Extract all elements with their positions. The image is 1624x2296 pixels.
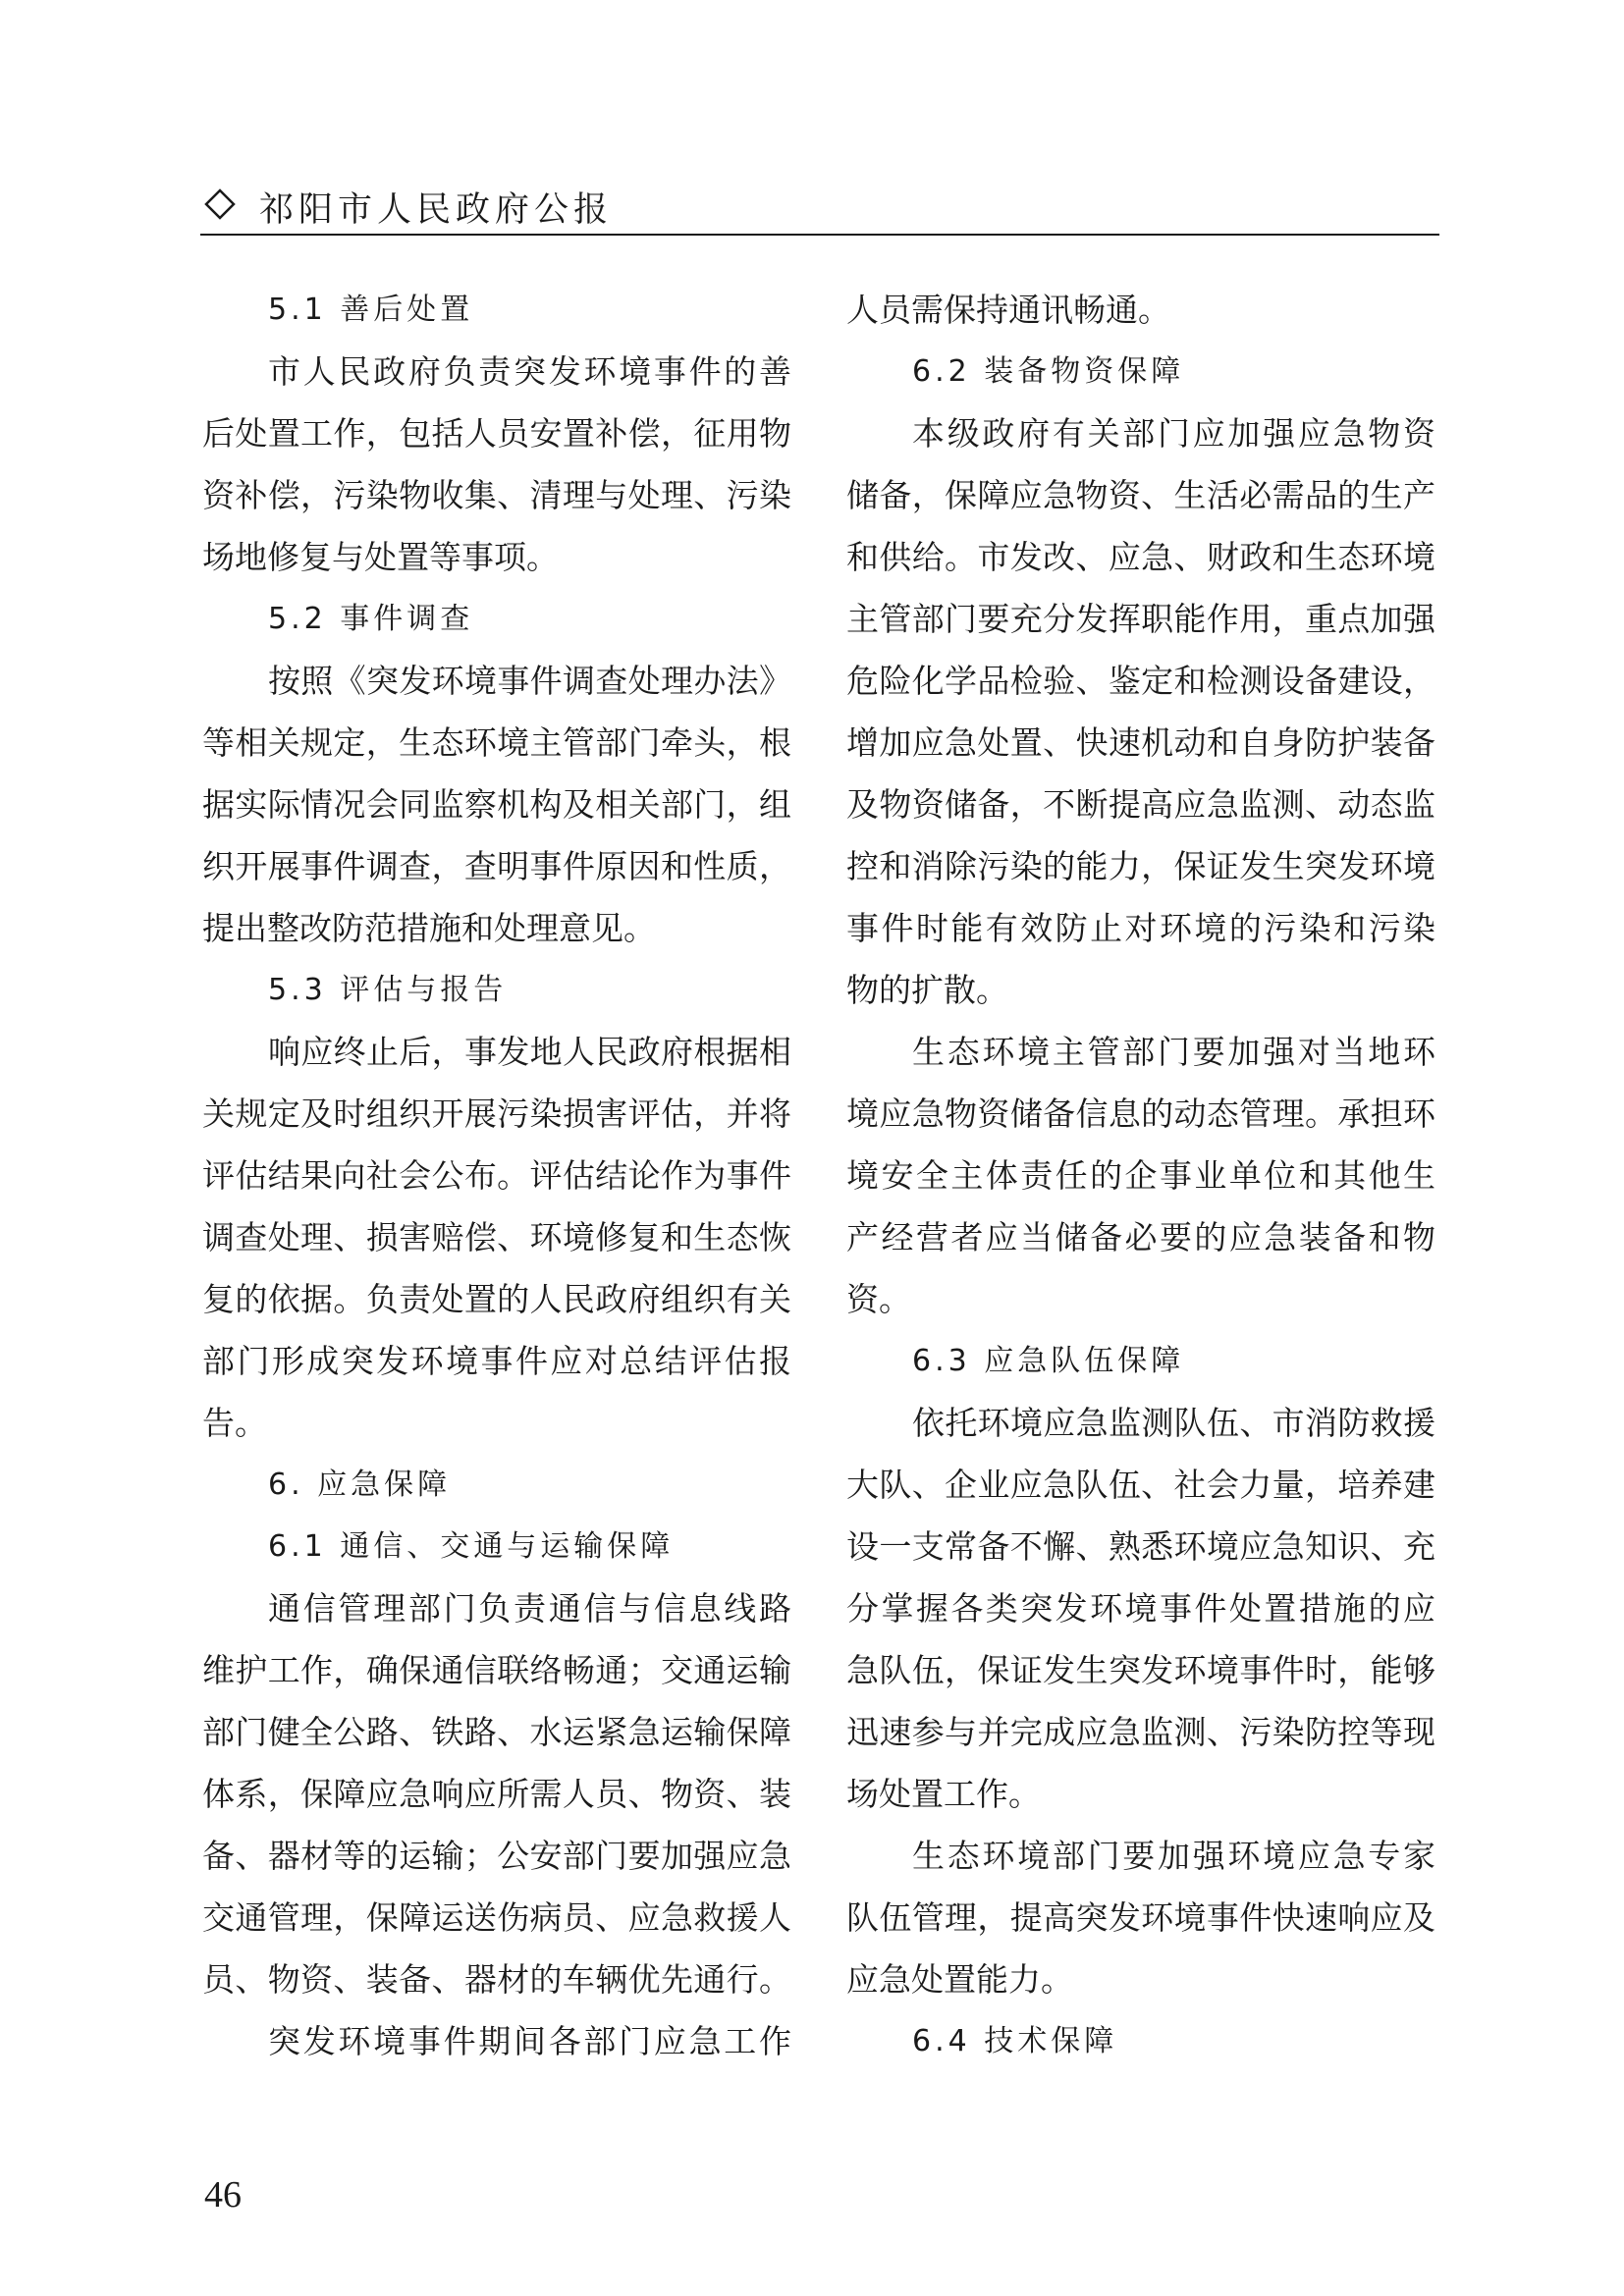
text-line: 交通管理，保障运送伤病员、应急救援人: [202, 1898, 791, 1937]
text-line: 部门健全公路、铁路、水运紧急运输保障: [202, 1713, 791, 1751]
section-heading-6-4: 6.4 技术保障: [912, 2024, 1118, 2058]
section-heading-5-3: 5.3 评估与报告: [268, 973, 508, 1007]
text-line: 依托环境应急监测队伍、市消防救援: [912, 1404, 1435, 1442]
publication-title: 祁阳市人民政府公报: [259, 190, 614, 230]
text-line: 资补偿，污染物收集、清理与处理、污染: [202, 476, 791, 514]
text-line: 急队伍，保证发生突发环境事件时，能够: [846, 1651, 1435, 1689]
text-line: 境安全主体责任的企事业单位和其他生: [846, 1156, 1435, 1195]
text-line: 生态环境主管部门要加强对当地环: [912, 1033, 1435, 1071]
text-line: 据实际情况会同监察机构及相关部门，组: [202, 785, 791, 824]
text-line: 控和消除污染的能力，保证发生突发环境: [846, 847, 1435, 885]
diamond-outline-icon: [204, 188, 236, 220]
text-line: 调查处理、损害赔偿、环境修复和生态恢: [202, 1218, 791, 1256]
section-heading-5-2: 5.2 事件调查: [268, 602, 474, 636]
section-heading-6-2: 6.2 装备物资保障: [912, 354, 1185, 389]
text-line: 复的依据。负责处置的人民政府组织有关: [202, 1280, 791, 1318]
page-number: 46: [204, 2174, 242, 2216]
text-line: 大队、企业应急队伍、社会力量，培养建: [846, 1466, 1435, 1504]
text-line: 通信管理部门负责通信与信息线路: [268, 1589, 791, 1628]
text-line: 主管部门要充分发挥职能作用，重点加强: [846, 600, 1435, 638]
text-line: 体系，保障应急响应所需人员、物资、装: [202, 1775, 791, 1813]
text-line: 织开展事件调查，查明事件原因和性质，: [202, 847, 791, 885]
text-line: 资。: [846, 1280, 911, 1318]
text-line: 备、器材等的运输；公安部门要加强应急: [202, 1837, 791, 1875]
section-heading-5-1: 5.1 善后处置: [268, 293, 474, 327]
right-column: [846, 279, 1435, 2072]
running-header: [200, 175, 1439, 236]
text-line: 储备，保障应急物资、生活必需品的生产: [846, 476, 1435, 514]
text-line: 增加应急处置、快速机动和自身防护装备: [846, 723, 1435, 762]
text-line: 市人民政府负责突发环境事件的善: [268, 352, 791, 391]
text-line: 生态环境部门要加强环境应急专家: [912, 1837, 1435, 1875]
text-line: 迅速参与并完成应急监测、污染防控等现: [846, 1713, 1435, 1751]
text-line: 危险化学品检验、鉴定和检测设备建设，: [846, 662, 1435, 700]
text-line: 员、物资、装备、器材的车辆优先通行。: [202, 1960, 791, 1999]
section-heading-6-3: 6.3 应急队伍保障: [912, 1344, 1185, 1378]
text-line: 评估结果向社会公布。评估结论作为事件: [202, 1156, 791, 1195]
text-line: 告。: [202, 1404, 267, 1442]
text-line: 物的扩散。: [846, 971, 1008, 1009]
text-line: 等相关规定，生态环境主管部门牵头，根: [202, 723, 791, 762]
text-line: 突发环境事件期间各部门应急工作: [268, 2022, 791, 2060]
text-line: 部门形成突发环境事件应对总结评估报: [202, 1342, 791, 1380]
text-line: 提出整改防范措施和处理意见。: [202, 909, 656, 947]
text-line: 产经营者应当储备必要的应急装备和物: [846, 1218, 1435, 1256]
text-line: 境应急物资储备信息的动态管理。承担环: [846, 1095, 1435, 1133]
text-line: 响应终止后，事发地人民政府根据相: [268, 1033, 791, 1071]
text-line: 和供给。市发改、应急、财政和生态环境: [846, 538, 1435, 576]
text-line: 队伍管理，提高突发环境事件快速响应及: [846, 1898, 1435, 1937]
text-line: 分掌握各类突发环境事件处置措施的应: [846, 1589, 1435, 1628]
text-line: 设一支常备不懈、熟悉环境应急知识、充: [846, 1527, 1435, 1566]
text-line: 事件时能有效防止对环境的污染和污染: [846, 909, 1435, 947]
section-heading-6-1: 6.1 通信、交通与运输保障: [268, 1529, 675, 1564]
text-line: 应急处置能力。: [846, 1960, 1073, 1999]
text-line: 及物资储备，不断提高应急监测、动态监: [846, 785, 1435, 824]
text-line: 人员需保持通讯畅通。: [846, 291, 1170, 329]
text-line: 场处置工作。: [846, 1775, 1041, 1813]
section-heading-6: 6. 应急保障: [268, 1468, 452, 1502]
text-line: 关规定及时组织开展污染损害评估，并将: [202, 1095, 791, 1133]
text-line: 维护工作，确保通信联络畅通；交通运输: [202, 1651, 791, 1689]
text-line: 场地修复与处置等事项。: [202, 538, 559, 576]
text-line: 按照《突发环境事件调查处理办法》: [268, 662, 791, 700]
left-column: [202, 279, 791, 2072]
text-line: 本级政府有关部门应加强应急物资: [912, 414, 1435, 453]
text-line: 后处置工作，包括人员安置补偿，征用物: [202, 414, 791, 453]
